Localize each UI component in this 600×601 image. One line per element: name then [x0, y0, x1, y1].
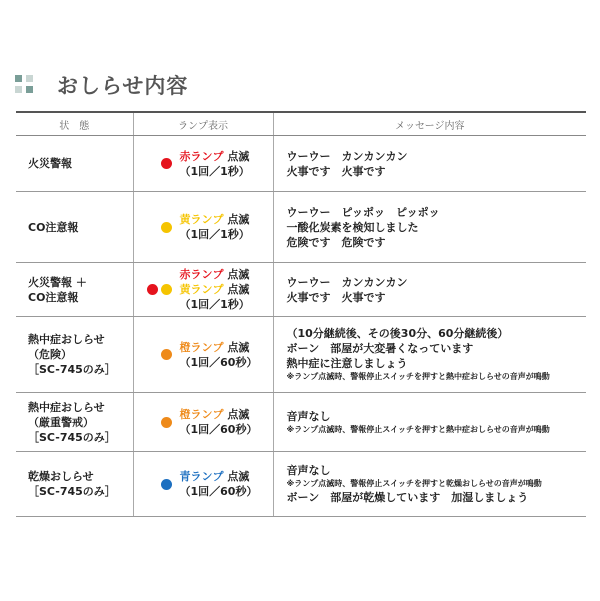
lamp-text	[180, 469, 258, 499]
lamp-blink: 点滅	[223, 149, 250, 163]
state-line: ［SC-745のみ］	[28, 363, 116, 376]
message-cell	[273, 263, 586, 317]
lamp-frequency: （1回／60秒）	[179, 485, 258, 498]
lamp-cell	[133, 317, 273, 393]
notification-table	[16, 111, 586, 517]
state-line: ［SC-745のみ］	[28, 430, 116, 444]
message-line: ボーン 部屋が乾燥しています 加湿しましょう	[286, 491, 529, 504]
state-line: 乾燥おしらせ	[28, 470, 94, 483]
lamp-cell	[133, 136, 273, 192]
lamp-name: 黄ランプ	[179, 283, 224, 296]
lamp-dots	[134, 417, 180, 428]
header-state: 状 態	[16, 112, 133, 136]
red-lamp-dot-icon	[147, 284, 158, 295]
lamp-display	[134, 149, 273, 179]
lamp-name: 黄ランプ	[179, 213, 224, 226]
lamp-frequency: （1回／1秒）	[179, 164, 250, 178]
state-line: （厳重警戒）	[28, 415, 94, 429]
state-line: 熱中症おしらせ	[28, 400, 105, 414]
message-line: ウーウー カンカンカン	[286, 275, 408, 289]
page-header	[15, 70, 188, 100]
message-line: 危険です 危険です	[286, 235, 386, 249]
yellow-lamp-dot-icon	[161, 284, 172, 295]
message-line: 音声なし	[286, 464, 331, 477]
lamp-dots	[134, 158, 180, 169]
state-line: 火災警報	[28, 157, 72, 170]
grid-squares-icon	[15, 75, 35, 95]
header-lamp: ランプ表示	[133, 112, 273, 136]
message-line: 一酸化炭素を検知しました	[286, 220, 419, 234]
state-line: 熱中症おしらせ	[28, 333, 105, 346]
message-line: ボーン 部屋が大変暑くなっています	[286, 342, 474, 355]
table-row	[16, 192, 586, 263]
state-cell	[16, 452, 133, 517]
state-line: CO注意報	[28, 220, 79, 234]
lamp-line	[180, 469, 258, 484]
lamp-blink: 点滅	[223, 408, 250, 421]
message-note: ※ランプ点滅時、警報停止スイッチを押すと熱中症おしらせの音声が鳴動	[286, 424, 550, 434]
message-line: 熱中症に注意しましょう	[286, 357, 408, 370]
orange-lamp-dot-icon	[161, 417, 172, 428]
table-row	[16, 317, 586, 393]
lamp-line	[180, 149, 250, 164]
lamp-name: 赤ランプ	[179, 149, 224, 163]
lamp-line	[180, 212, 250, 227]
lamp-text	[180, 267, 250, 312]
lamp-display	[134, 267, 273, 312]
message-cell	[273, 393, 586, 452]
message-cell	[273, 452, 586, 517]
lamp-text	[180, 340, 258, 370]
state-cell	[16, 136, 133, 192]
lamp-dots	[134, 284, 180, 295]
lamp-dots	[134, 222, 180, 233]
message-line: 火事です 火事です	[286, 290, 386, 304]
message-cell	[273, 192, 586, 263]
yellow-lamp-dot-icon	[161, 222, 172, 233]
lamp-name: 赤ランプ	[179, 268, 224, 281]
lamp-frequency: （1回／60秒）	[179, 355, 258, 369]
lamp-blink: 点滅	[223, 283, 250, 296]
message-cell	[273, 317, 586, 393]
lamp-display	[134, 407, 273, 437]
state-cell	[16, 393, 133, 452]
state-line: CO注意報	[28, 290, 79, 304]
lamp-display	[134, 212, 273, 242]
lamp-line	[180, 407, 258, 422]
message-line: 火事です 火事です	[286, 164, 386, 178]
lamp-name: 青ランプ	[179, 470, 224, 483]
lamp-cell	[133, 393, 273, 452]
lamp-text	[180, 149, 250, 179]
table-row	[16, 452, 586, 517]
lamp-display	[134, 469, 273, 499]
page-title: おしらせ内容	[57, 74, 189, 98]
lamp-dots	[134, 349, 180, 360]
lamp-text	[180, 212, 250, 242]
message-line: 音声なし	[286, 409, 331, 423]
table-row	[16, 263, 586, 317]
lamp-cell	[133, 263, 273, 317]
table-header-row	[16, 112, 586, 136]
lamp-name: 橙ランプ	[179, 408, 224, 421]
state-line: （危険）	[28, 348, 72, 361]
lamp-line	[180, 340, 258, 355]
lamp-blink: 点滅	[223, 340, 250, 354]
lamp-name: 橙ランプ	[179, 340, 224, 354]
lamp-display	[134, 340, 273, 370]
lamp-blink: 点滅	[223, 268, 250, 281]
lamp-blink: 点滅	[223, 470, 250, 483]
lamp-frequency: （1回／1秒）	[179, 228, 250, 241]
header-message: メッセージ内容	[273, 112, 586, 136]
message-note: ※ランプ点滅時、警報停止スイッチを押すと乾燥おしらせの音声が鳴動	[286, 479, 542, 488]
table-row	[16, 136, 586, 192]
lamp-frequency: （1回／1秒）	[179, 298, 250, 311]
state-line: ［SC-745のみ］	[28, 485, 116, 498]
lamp-dots	[134, 479, 180, 490]
orange-lamp-dot-icon	[161, 349, 172, 360]
message-note: ※ランプ点滅時、警報停止スイッチを押すと熱中症おしらせの音声が鳴動	[286, 372, 550, 381]
state-line: 火災警報 ＋	[28, 275, 87, 289]
lamp-text	[180, 407, 258, 437]
lamp-blink: 点滅	[223, 213, 250, 226]
lamp-cell	[133, 192, 273, 263]
state-cell	[16, 263, 133, 317]
lamp-line	[180, 267, 250, 282]
state-cell	[16, 192, 133, 263]
lamp-line	[180, 282, 250, 297]
state-cell	[16, 317, 133, 393]
lamp-cell	[133, 452, 273, 517]
lamp-frequency: （1回／60秒）	[179, 423, 258, 436]
table-row	[16, 393, 586, 452]
message-line: ウーウー ピッポッ ピッポッ	[286, 205, 440, 219]
message-line: （10分継続後、その後30分、60分継続後）	[286, 327, 509, 340]
message-line: ウーウー カンカンカン	[286, 149, 408, 163]
red-lamp-dot-icon	[161, 158, 172, 169]
message-cell	[273, 136, 586, 192]
blue-lamp-dot-icon	[161, 479, 172, 490]
